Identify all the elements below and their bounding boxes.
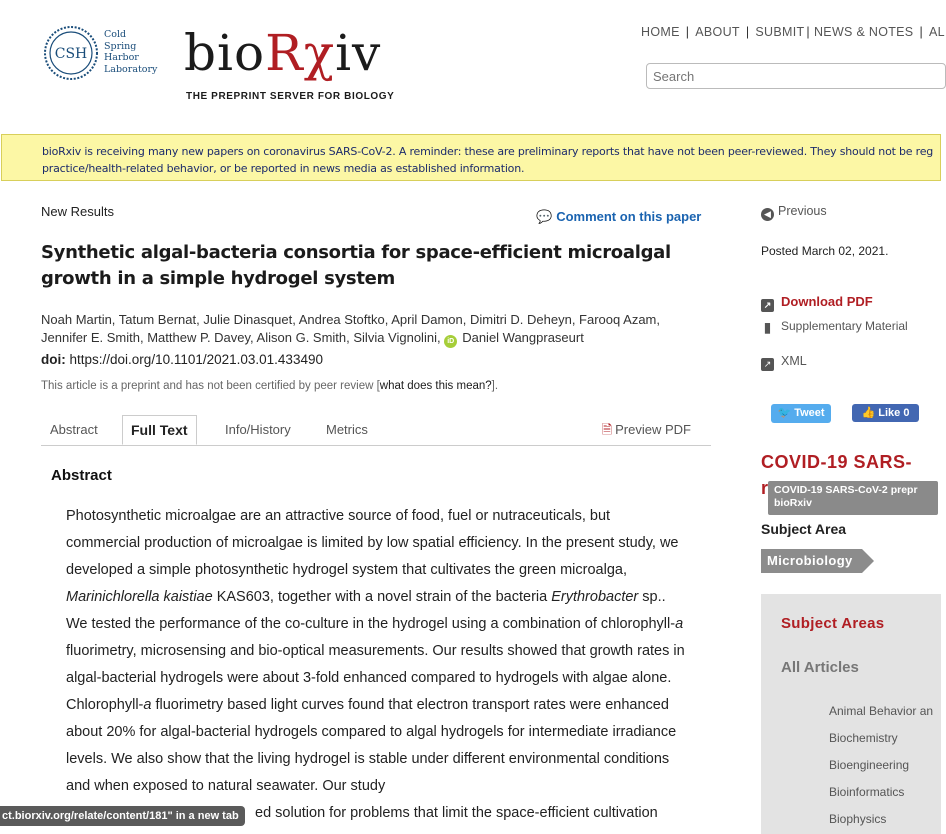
comment-bubble-icon: 💬 [536,209,553,224]
covid-collection-link[interactable]: COVID-19 SARS- [761,452,913,472]
covid-notice-banner [1,134,941,181]
covid-collection-link-cont: r [761,478,769,498]
tab-abstract[interactable]: Abstract [50,422,98,437]
supplementary-label: Supplementary Material [781,319,908,333]
abstract-run: sp.. We tested the performance of the co-culture in the hydrogel using a combination of chlorophyll- [66,589,676,632]
abstract-species: Erythrobacter [551,589,639,605]
brand-part: bio [184,24,266,82]
svg-text:CSH: CSH [54,46,88,62]
subject-link[interactable]: Bioinformatics [829,785,905,799]
external-link-icon: ↗ [761,299,774,312]
comment-link-label: Comment on this paper [556,209,702,224]
csh-line: Harbor [104,52,139,63]
arrow-left-icon: ◀ [761,208,774,221]
previous-link[interactable] [761,204,827,221]
tooltip-line: bioRxiv [774,497,812,509]
nav-home[interactable]: HOME [641,25,680,39]
download-pdf-label: Download PDF [781,294,873,309]
nav-separator: | [919,25,923,39]
nav-news-notes[interactable]: NEWS & NOTES [813,25,914,39]
article-section-label: New Results [41,204,114,219]
nav-separator: | [745,25,750,39]
abstract-italic: a [143,697,152,713]
abstract-species: Marinichlorella kaistiae [66,589,213,605]
subject-link[interactable]: Biochemistry [829,731,898,745]
tab-info-history[interactable]: Info/History [225,422,291,437]
csh-line: Spring [104,40,137,52]
preview-pdf-link[interactable] [602,415,691,444]
twitter-bird-icon: 🐦 [777,407,792,419]
abstract-heading: Abstract [51,467,112,484]
abstract-run: fluorimetry, microsensing and bio-optical measurements. Our results showed that growth rates in algal-bacterial hydrogels were about 3-fold enhanced compared to hydrogels with algae alone. Chlorophyll- [66,643,685,713]
abstract-run: ed solution for problems that limit the space-efficient cultivation [255,805,658,821]
like-label: Like 0 [878,407,910,419]
abstract-run: Photosynthetic microalgae are an attractive source of food, fuel or nutraceuticals, but commercial production of microalgae is limited by low spatial efficiency. In the present study, we developed a simple photosynthetic hydrogel system that cultivates the green microalga, [66,508,679,578]
tab-metrics[interactable]: Metrics [326,422,368,437]
banner-line: bioRxiv is receiving many new papers on coronavirus SARS-CoV-2. A reminder: these are preliminary reports that have not been peer-reviewed. They should not be reg [42,145,934,158]
abstract-run: fluorimetry based light curves found that electron transport rates were enhanced about 20% for algal-bacterial hydrogels compared to algal hydrogels for intermediate irradiance levels. We also show that the living hydrogel is stable under different environmental conditions and when exposed to natural seawater. Our study [66,697,677,794]
csh-badge-icon [43,25,99,81]
subject-area-label: Subject Area [761,521,847,537]
comment-link[interactable] [536,209,701,225]
csh-wordmark [104,29,157,75]
authors-line: Jennifer E. Smith, Matthew P. Davey, Alison G. Smith, Silvia Vignolini, [41,330,441,345]
nav-alerts[interactable]: AL [929,25,945,39]
biorxiv-logo[interactable] [184,20,381,86]
search-input[interactable] [646,63,946,89]
abstract-italic: a [675,616,684,632]
doi-link[interactable]: https://doi.org/10.1101/2021.03.01.433490 [69,352,323,367]
top-nav [641,25,945,39]
posted-date: Posted March 02, 2021. [761,244,889,258]
csh-line: Laboratory [104,63,158,75]
nav-submit[interactable]: SUBMIT [755,25,805,39]
brand-part-red: Rχ [265,24,336,82]
orcid-icon[interactable]: iD [444,335,457,348]
tweet-label: Tweet [794,407,825,419]
download-pdf-link[interactable] [761,294,873,312]
csh-line: Cold [104,29,127,40]
disclaimer-text: ]. [491,380,499,392]
nav-separator: | [685,25,690,39]
doi-line [41,352,323,367]
subject-tag-microbiology[interactable]: Microbiology [761,549,862,573]
banner-line: practice/health-related behavior, or be reported in news media as established information. [42,162,525,175]
brand-part: iv [335,24,382,82]
subject-areas-heading: Subject Areas [781,615,885,632]
thumbs-up-icon: 👍 [861,407,876,419]
author-list [41,311,731,348]
what-does-this-mean-link[interactable]: what does this mean? [379,380,492,392]
preview-pdf-label: Preview PDF [615,422,691,437]
subject-areas-panel [761,594,941,834]
supplementary-material-link[interactable] [761,319,908,334]
authors-line: Noah Martin, Tatum Bernat, Julie Dinasquet, Andrea Stoftko, April Damon, Dimitri D. Deheyn, Farooq Azam, [41,312,660,327]
tab-full-text[interactable]: Full Text [122,415,197,445]
subject-link[interactable]: Animal Behavior an [829,704,934,718]
covid-tooltip [768,481,938,515]
all-articles-link[interactable]: All Articles [781,659,859,676]
tooltip-line: COVID-19 SARS-CoV-2 prepr [774,484,918,496]
pdf-file-icon: 🗎 [601,422,613,437]
article-title: Synthetic algal-bacteria consortia for space-efficient microalgal growth in a simple hydrogel system [41,242,671,289]
nav-separator: | [806,25,810,39]
abstract-text [66,503,686,827]
tagline: THE PREPRINT SERVER FOR BIOLOGY [186,91,395,102]
subject-link[interactable]: Bioengineering [829,758,910,772]
doi-label: doi: [41,352,66,367]
facebook-like-button[interactable] [852,404,919,422]
tweet-button[interactable] [771,404,831,423]
preprint-disclaimer [41,380,498,392]
external-link-icon: ↗ [761,358,774,371]
subject-link[interactable]: Biophysics [829,812,887,826]
xml-link[interactable] [761,354,807,371]
xml-label: XML [781,354,807,368]
nav-about[interactable]: ABOUT [695,25,740,39]
disclaimer-text: This article is a preprint and has not been certified by peer review [ [41,380,380,392]
browser-status-bar: ct.biorxiv.org/relate/content/181" in a new tab [0,806,245,826]
author-link[interactable]: Daniel Wangpraseurt [462,330,584,345]
article-tabs [41,415,711,446]
previous-label: Previous [778,204,827,218]
abstract-run: KAS603, together with a novel strain of the bacteria [212,589,552,605]
file-icon: ▮ [763,319,772,335]
